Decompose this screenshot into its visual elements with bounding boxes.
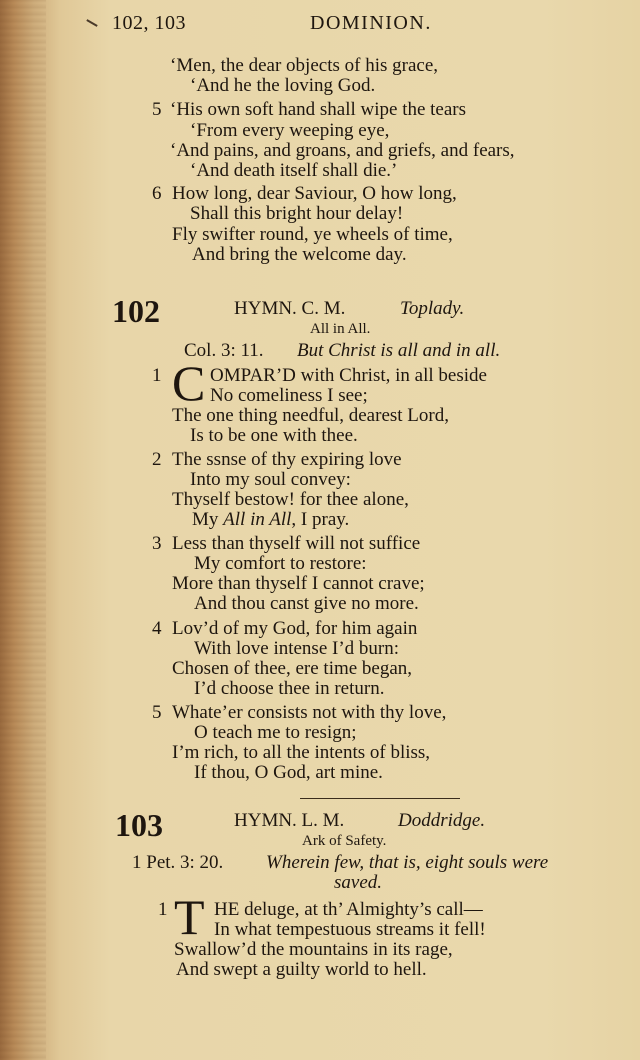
verse-line: Is to be one with thee.: [190, 425, 358, 446]
verse-number: 2: [152, 449, 162, 470]
hymn-author: Doddridge.: [398, 810, 486, 831]
hymn-subtitle: Ark of Safety.: [302, 833, 387, 849]
verse-line: Lov’d of my God, for him again: [172, 618, 418, 639]
verse-line: ‘Men, the dear objects of his grace,: [170, 55, 439, 76]
verse-number: 4: [152, 618, 162, 639]
verse-line: Swallow’d the mountains in its rage,: [174, 939, 453, 960]
verse-number: 5: [152, 702, 162, 723]
hymn-subtitle: All in All.: [310, 321, 371, 337]
verse-line: Whate’er consists not with thy love,: [172, 702, 447, 723]
drop-cap: C: [172, 355, 206, 411]
verse-line: Into my soul convey:: [190, 469, 351, 490]
verse-line: ‘From every weeping eye,: [190, 120, 390, 141]
verse-line: No comeliness I see;: [210, 385, 368, 406]
verse-line: My comfort to restore:: [194, 553, 367, 574]
verse-line: ‘And death itself shall die.’: [190, 160, 398, 181]
verse-line: ‘And he the loving God.: [190, 75, 376, 96]
running-title: DOMINION.: [310, 12, 432, 34]
verse-line: How long, dear Saviour, O how long,: [172, 183, 457, 204]
verse-line: HE deluge, at th’ Almighty’s call—: [214, 899, 483, 920]
verse-line: And bring the welcome day.: [192, 244, 407, 265]
verse-line: O teach me to resign;: [194, 722, 357, 743]
scripture-reference: 1 Pet. 3: 20.: [132, 852, 224, 873]
scripture-text-cont: saved.: [334, 872, 383, 893]
verse-line: More than thyself I cannot crave;: [172, 573, 425, 594]
verse-line: Less than thyself will not suffice: [172, 533, 421, 554]
verse-line: OMPAR’D with Christ, in all beside: [210, 365, 487, 386]
verse-line: The ssnse of thy expiring love: [172, 449, 402, 470]
verse-line: ‘His own soft hand shall wipe the tears: [170, 99, 467, 120]
verse-line: And swept a guilty world to hell.: [176, 959, 427, 980]
hymn-number: 103: [115, 807, 163, 843]
drop-cap: T: [174, 889, 205, 945]
verse-line: Shall this bright hour delay!: [190, 203, 404, 224]
hymn-heading: HYMN. L. M.: [234, 810, 345, 831]
scripture-text: But Christ is all and in all.: [297, 340, 501, 361]
section-rule: [300, 798, 460, 799]
hymn-heading: HYMN. C. M.: [234, 298, 346, 319]
verse-line: I’d choose thee in return.: [194, 678, 385, 699]
margin-mark: [86, 19, 97, 27]
hymn-number: 102: [112, 293, 160, 329]
scripture-text: Wherein few, that is, eight souls were: [266, 852, 549, 873]
scripture-reference: Col. 3: 11.: [184, 340, 264, 361]
verse-line: ‘And pains, and groans, and griefs, and fears,: [170, 140, 515, 161]
verse-number: 1: [152, 365, 162, 386]
verse-number: 3: [152, 533, 162, 554]
verse-line: The one thing needful, dearest Lord,: [172, 405, 449, 426]
verse-line: In what tempestuous streams it fell!: [214, 919, 486, 940]
verse-line: Thyself bestow! for thee alone,: [172, 489, 409, 510]
verse-line: If thou, O God, art mine.: [194, 762, 383, 783]
verse-number: 5: [152, 99, 162, 120]
verse-number: 1: [158, 899, 168, 920]
hymn-author: Toplady.: [400, 298, 465, 319]
page-spine-edge: [0, 0, 46, 1060]
verse-line: Fly swifter round, ye wheels of time,: [172, 224, 453, 245]
verse-line: Chosen of thee, ere time began,: [172, 658, 413, 679]
verse-line: I’m rich, to all the intents of bliss,: [172, 742, 431, 763]
page-numbers: 102, 103: [112, 12, 186, 34]
verse-line: With love intense I’d burn:: [194, 638, 400, 659]
verse-number: 6: [152, 183, 162, 204]
verse-line: My All in All, I pray.: [192, 509, 350, 530]
verse-line: And thou canst give no more.: [194, 593, 419, 614]
